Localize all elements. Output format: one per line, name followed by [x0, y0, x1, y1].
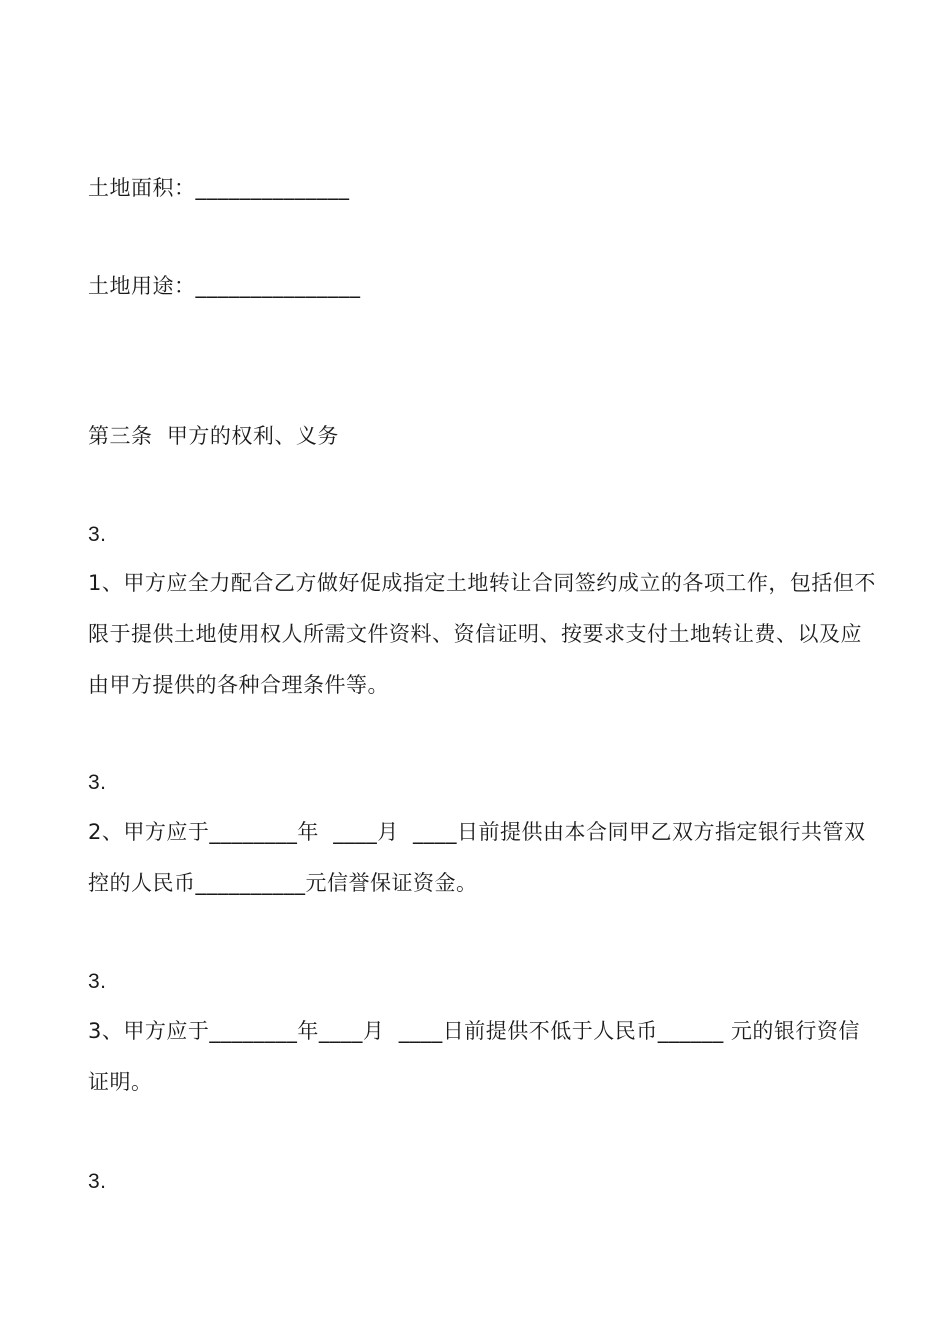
clause-number: 3.	[88, 970, 107, 993]
clause-text: 1、甲方应全力配合乙方做好促成指定土地转让合同签约成立的各项工作，包括但不限于提供土地使用权人所需文件资料、资信证明、按要求支付土地转让费、以及应由甲方提供的各种合理条件等。	[88, 571, 876, 697]
clause-text: 2、甲方应于________年 ____月 ____日前提供由本合同甲乙双方指定银行共管双控的人民币__________元信誉保证资金。	[88, 820, 866, 895]
clause-number: 3.	[88, 523, 107, 546]
land-area-line: 土地面积：______________	[88, 176, 350, 200]
clause-number: 3.	[88, 1170, 107, 1193]
land-use-line: 土地用途：_______________	[88, 274, 361, 298]
clause-text: 3、甲方应于________年____月 ____日前提供不低于人民币______ 元的银行资信证明。	[88, 1019, 860, 1094]
clause-number: 3.	[88, 771, 107, 794]
article-title: 第三条 甲方的权利、义务	[88, 424, 339, 448]
